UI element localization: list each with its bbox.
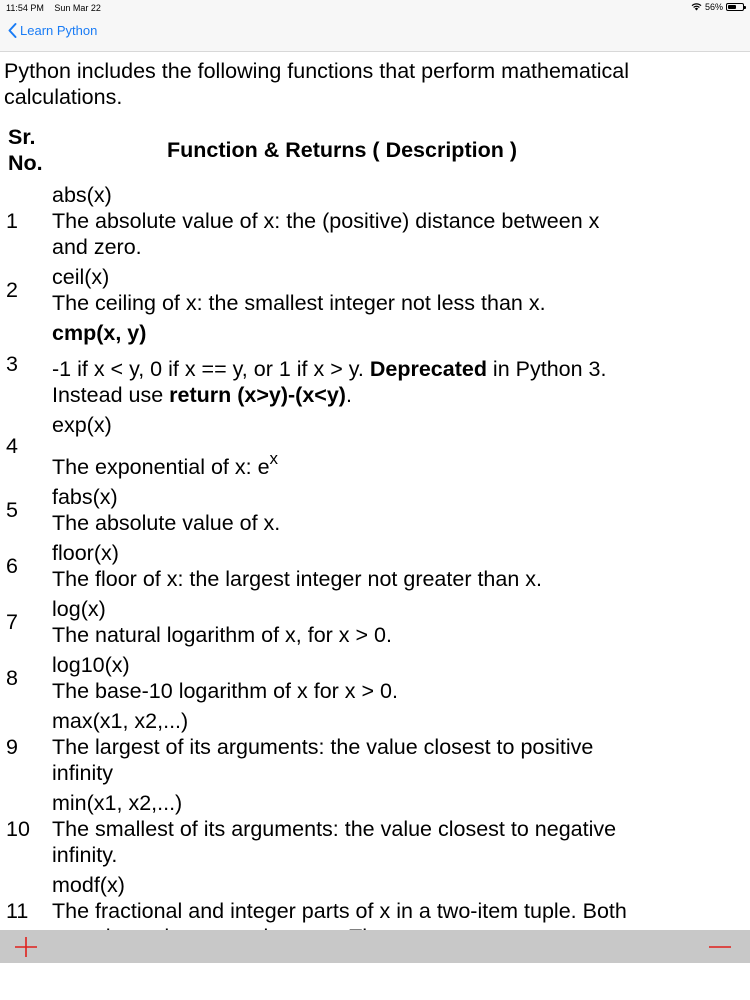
- description-part: -1 if x < y, 0 if x == y, or 1 if x > y.: [52, 357, 370, 381]
- back-button-label: Learn Python: [20, 23, 98, 38]
- header-sr-no: Sr. No.: [8, 125, 43, 175]
- row-number: 10: [6, 817, 30, 841]
- table-row: [4, 318, 632, 410]
- row-function: [52, 262, 632, 318]
- status-time: 11:54 PM: [6, 3, 44, 13]
- function-description: The ceiling of x: the smallest integer not less than x.: [52, 291, 546, 315]
- row-function: [52, 180, 632, 262]
- function-description: The smallest of its arguments: the value closest to negative infinity.: [52, 817, 617, 867]
- function-description: The base-10 logarithm of x for x > 0.: [52, 679, 398, 703]
- row-function: [52, 594, 632, 650]
- function-description: The absolute value of x: the (positive) distance between x and zero.: [52, 209, 600, 259]
- table-header-row: [4, 120, 632, 180]
- replacement-code: return (x>y)-(x<y): [169, 383, 346, 407]
- row-number: 3: [6, 352, 18, 376]
- function-name: ceil(x): [52, 265, 110, 289]
- battery-icon: [726, 3, 744, 11]
- table-row: [4, 594, 632, 650]
- function-name: max(x1, x2,...): [52, 709, 189, 733]
- row-number: 5: [6, 498, 18, 522]
- status-date: Sun Mar 22: [54, 3, 101, 13]
- function-name: log10(x): [52, 653, 130, 677]
- superscript: x: [269, 449, 279, 468]
- function-description: The natural logarithm of x, for x > 0.: [52, 623, 392, 647]
- deprecated-label: Deprecated: [369, 357, 487, 381]
- row-number: 7: [6, 610, 18, 634]
- header-function: Function & Returns ( Description ): [167, 138, 517, 162]
- wifi-icon: [691, 3, 702, 11]
- function-name: abs(x): [52, 183, 112, 207]
- spacer: [52, 346, 632, 356]
- function-description: [52, 449, 279, 479]
- table-row: [4, 482, 632, 538]
- function-description: [52, 357, 606, 407]
- content-area[interactable]: [0, 52, 750, 930]
- row-number: 8: [6, 666, 18, 690]
- description-part: in Python 3. Instead use: [52, 357, 607, 407]
- table-row: [4, 262, 632, 318]
- back-button[interactable]: [8, 23, 97, 38]
- description-part: The exponential of x: e: [52, 455, 270, 479]
- function-description: The floor of x: the largest integer not greater than x.: [52, 567, 542, 591]
- row-number: 1: [6, 209, 18, 233]
- function-name: modf(x): [52, 873, 125, 897]
- battery-fill: [728, 5, 736, 9]
- row-function: [52, 706, 632, 788]
- row-number: 9: [6, 735, 18, 759]
- function-name: floor(x): [52, 541, 119, 565]
- row-number: 6: [6, 554, 18, 578]
- status-right: [691, 2, 744, 12]
- function-name: log(x): [52, 597, 106, 621]
- function-description: The largest of its arguments: the value closest to positive infinity: [52, 735, 594, 785]
- function-name: fabs(x): [52, 485, 118, 509]
- row-function: [52, 538, 632, 594]
- row-function: [52, 318, 632, 410]
- zoom-in-button[interactable]: [14, 936, 38, 958]
- function-name: cmp(x, y): [52, 321, 147, 345]
- description-part: .: [345, 383, 352, 407]
- row-number: 11: [6, 899, 29, 923]
- table-row: [4, 538, 632, 594]
- function-name: exp(x): [52, 413, 112, 437]
- functions-table: [4, 120, 632, 952]
- table-row: [4, 410, 632, 482]
- battery-percent: 56%: [704, 2, 723, 12]
- status-bar: [0, 0, 750, 16]
- chevron-left-icon: [8, 23, 17, 38]
- row-function: [52, 410, 632, 482]
- table-row: [4, 788, 632, 870]
- zoom-out-button[interactable]: [708, 936, 732, 958]
- table-row: [4, 650, 632, 706]
- row-function: [52, 650, 632, 706]
- bottom-blank-area: [0, 963, 750, 1000]
- row-function: [52, 482, 632, 538]
- minus-icon: [708, 936, 732, 958]
- navigation-bar: [0, 16, 750, 52]
- table-row: [4, 706, 632, 788]
- row-number: 4: [6, 434, 18, 458]
- function-description: The fractional and integer parts of x in a two-item tuple. Both: [52, 899, 627, 923]
- status-left: [6, 3, 101, 13]
- function-description: The absolute value of x.: [52, 511, 281, 535]
- bottom-toolbar: [0, 930, 750, 963]
- spacer: [52, 438, 632, 446]
- function-name: min(x1, x2,...): [52, 791, 183, 815]
- table-row: [4, 180, 632, 262]
- row-function: [52, 788, 632, 870]
- plus-icon: [14, 936, 38, 958]
- intro-text: Python includes the following functions that perform mathematical calculations.: [4, 59, 630, 109]
- row-number: 2: [6, 278, 18, 302]
